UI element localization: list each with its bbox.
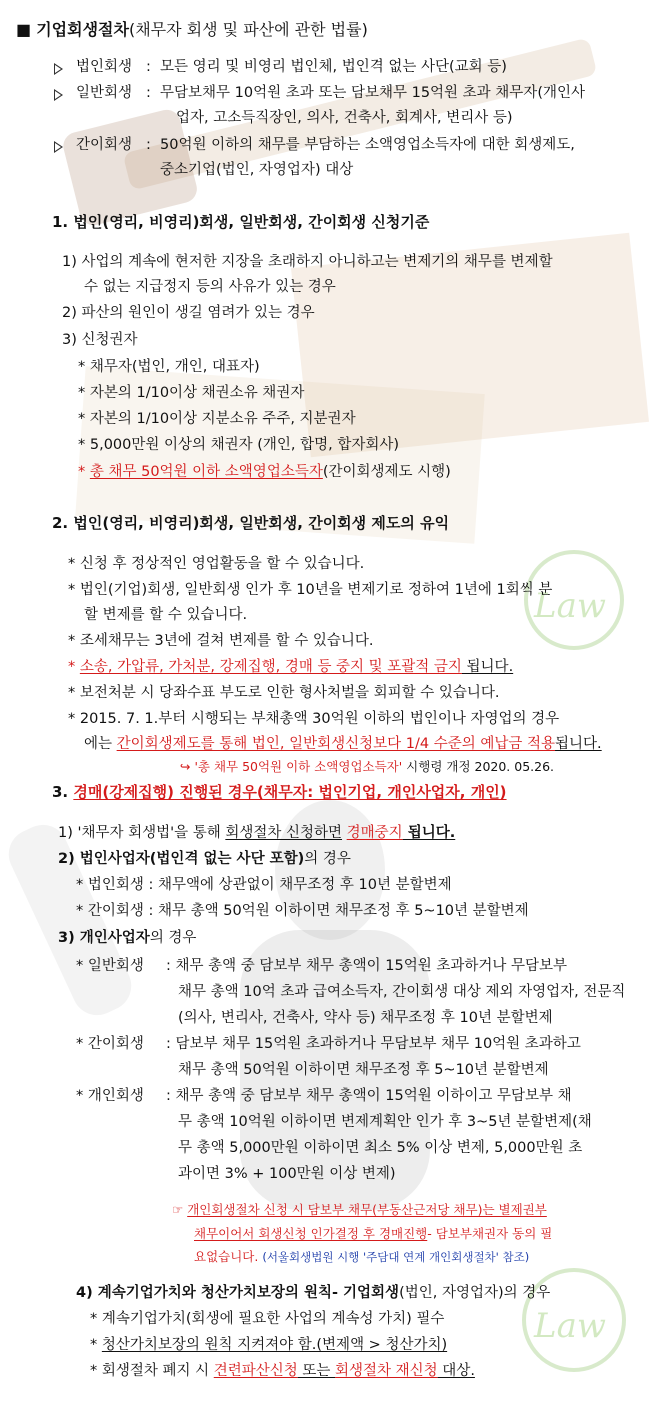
- bullet-item: [76, 956, 144, 976]
- document-title: [16, 20, 368, 40]
- bullet-text-cont: 할 변제를 할 수 있습니다.: [84, 607, 248, 623]
- asterisk-icon: *: [68, 633, 76, 649]
- triangle-bullet-icon: [54, 141, 63, 153]
- asterisk-icon: *: [78, 385, 86, 401]
- section-heading: [52, 782, 507, 802]
- asterisk-icon: *: [68, 685, 76, 701]
- asterisk-icon: *: [78, 437, 86, 453]
- bullet-text-cont: 무 총액 10억원 이하이면 변제계획안 인가 후 3~5년 분할변제(채: [178, 1114, 592, 1130]
- reference-text: (서울회생법원 시행 '주담대 연계 개인회생절차' 참조): [262, 1250, 530, 1264]
- bullet-item: [76, 875, 452, 895]
- list-item: 2) 파산의 원인이 생길 염려가 있는 경우: [62, 305, 315, 321]
- asterisk-icon: *: [78, 359, 86, 375]
- highlight-text: 간이회생제도를 통해 법인, 일반회생신청보다 1/4 수준의 예납금 적용: [116, 736, 556, 752]
- bullet-item: [68, 657, 513, 677]
- list-item-cont: 수 없는 지급정지 등의 사유가 있는 경우: [84, 279, 336, 295]
- heading-bold: 4) 계속기업가치와 청산가치보장의 원칙- 기업회생: [76, 1285, 400, 1301]
- heading-rest: (법인, 자영업자)의 경우: [399, 1285, 551, 1301]
- highlight-text: 견련파산신청: [213, 1363, 298, 1379]
- amendment-note: [180, 757, 554, 777]
- item-text: 의 경우: [304, 851, 351, 867]
- bullet-text-cont: 과이면 3% + 100만원 이상 변제): [178, 1166, 396, 1182]
- bullet-text: 회생절차 폐지 시: [101, 1363, 214, 1379]
- highlight-text: 채무이어서 회생신청 인가결정 후 경매진행: [194, 1226, 428, 1241]
- bullet-text: 청산가치보장의 원칙 지켜져야 함.(변제액 > 청산가치): [101, 1337, 448, 1353]
- title-bold: 기업회생절차: [36, 20, 129, 39]
- bullet-text: 에는: [84, 736, 117, 752]
- asterisk-icon: *: [68, 659, 76, 675]
- highlight-text: '총 채무 50억원 이하 소액영업소득자': [194, 759, 403, 774]
- highlight-text: 총 채무 50억원 이하 소액영업소득자: [89, 464, 323, 480]
- note-text: 요없습니다.: [194, 1249, 263, 1264]
- bullet-item: [78, 357, 260, 377]
- asterisk-icon: *: [76, 903, 84, 919]
- bullet-text: 간이회생 : 채무 총액 50억원 이하이면 채무조정 후 5~10년 분할변제: [87, 903, 529, 919]
- bullet-text-cont: 채무 총액 10억 초과 급여소득자, 간이회생 대상 제외 자영업자, 전문직: [178, 984, 626, 1000]
- def-text: 50억원 이하의 채무를 부담하는 소액영업소득자에 대한 회생제도,: [160, 137, 575, 153]
- bullet-text: : 담보부 채무 15억원 초과하거나 무담보부 채무 10억원 초과하고: [166, 1036, 581, 1052]
- def-text: 중소기업(법인, 자영업자) 대상: [160, 162, 354, 178]
- bullet-item: [78, 435, 399, 455]
- title-rest: (채무자 회생 및 파산에 관한 법률): [128, 20, 368, 39]
- section-heading: [76, 1283, 550, 1303]
- list-item: [58, 823, 455, 843]
- bullet-item: [76, 1034, 144, 1054]
- bullet-text-cont: 무 총액 5,000만원 이하이면 최소 5% 이상 변제, 5,000만원 초: [178, 1140, 583, 1156]
- asterisk-icon: *: [78, 411, 86, 427]
- def-text: 업자, 고소득직장인, 의사, 건축사, 회계사, 변리사 등): [176, 110, 513, 126]
- bullet-text: 됩니다.: [555, 736, 602, 752]
- bullet-item: [78, 409, 356, 429]
- highlight-text: 회생절차 재신청: [335, 1363, 438, 1379]
- asterisk-icon: *: [90, 1337, 98, 1353]
- bullet-text: : 채무 총액 중 담보부 채무 총액이 15억원 이하이고 무담보부 채: [166, 1088, 572, 1104]
- highlight-text: 경매(강제집행) 진행된 경우(채무자: 법인기업, 개인사업자, 개인): [73, 783, 507, 801]
- highlight-text: 소송, 가압류, 가처분, 강제집행, 경매 등 중지 및 포괄적 금지: [79, 659, 462, 675]
- item-text: 됩니다.: [402, 825, 456, 841]
- bullet-item: [68, 554, 364, 574]
- bullet-text-cont: (의사, 변리사, 건축사, 약사 등) 채무조정 후 10년 분할변제: [178, 1010, 553, 1026]
- bullet-text: 또는: [297, 1363, 336, 1379]
- def-name: 법인회생: [76, 59, 133, 75]
- asterisk-icon: *: [90, 1363, 98, 1379]
- asterisk-icon: *: [76, 958, 84, 974]
- item-text: 의 경우: [149, 930, 197, 946]
- asterisk-icon: *: [76, 1088, 84, 1104]
- law-watermark: Law: [534, 1306, 606, 1346]
- def-sep: :: [146, 137, 151, 153]
- note-line: [172, 1200, 547, 1220]
- def-text: 모든 영리 및 비영리 법인체, 법인격 없는 사단(교회 등): [160, 59, 507, 75]
- bullet-item: [78, 383, 304, 403]
- triangle-bullet-icon: [54, 89, 63, 101]
- bullet-text: 법인(기업)회생, 일반회생 인가 후 10년을 변제기로 정하여 1년에 1회씩 분: [79, 582, 553, 598]
- note-line: [194, 1224, 552, 1244]
- bullet-item: [78, 462, 451, 482]
- bullet-text-cont: [84, 734, 602, 754]
- bullet-text: (간이회생제도 시행): [322, 464, 451, 480]
- def-name: 간이회생: [76, 137, 133, 153]
- section-heading: 2. 법인(영리, 비영리)회생, 일반회생, 간이회생 제도의 유익: [52, 514, 450, 532]
- highlight-text: 경매중지: [346, 825, 403, 841]
- list-item: 3) 신청권자: [62, 332, 138, 348]
- bullet-text: 채무자(법인, 개인, 대표자): [89, 359, 260, 375]
- note-text: - 담보부채권자 동의 필: [427, 1226, 553, 1241]
- bullet-item: [68, 580, 552, 600]
- asterisk-icon: *: [78, 464, 86, 480]
- bullet-text: 조세채무는 3년에 걸쳐 변제를 할 수 있습니다.: [79, 633, 374, 649]
- bullet-item: [76, 901, 529, 921]
- def-sep: :: [146, 85, 151, 101]
- note-line: [194, 1247, 529, 1267]
- bullet-item: [68, 683, 500, 703]
- highlight-text: 개인회생절차 신청 시 담보부 채무(부동산근저당 채무)는 별제권부: [187, 1202, 547, 1217]
- curved-arrow-icon: ↪: [180, 759, 191, 774]
- item-text-bold: 3) 개인사업자: [58, 930, 150, 946]
- bullet-text: 계속기업가치(회생에 필요한 사업의 계속성 가치) 필수: [101, 1311, 445, 1327]
- bullet-text: 보전처분 시 당좌수표 부도로 인한 형사처벌을 회피할 수 있습니다.: [79, 685, 500, 701]
- def-text: 무담보채무 10억원 초과 또는 담보채무 15억원 초과 채무자(개인사: [160, 85, 585, 101]
- item-text: 1) '채무자 회생법'을 통해: [58, 825, 226, 841]
- pointing-hand-icon: ☞: [172, 1202, 184, 1217]
- bullet-text: 2015. 7. 1.부터 시행되는 부채총액 30억원 이하의 법인이나 자영업의 경우: [79, 711, 560, 727]
- list-item: [58, 928, 196, 948]
- asterisk-icon: *: [90, 1311, 98, 1327]
- law-watermark: Law: [534, 586, 606, 626]
- list-item: [58, 849, 351, 869]
- bullet-label: 일반회생: [87, 958, 144, 974]
- asterisk-icon: *: [68, 556, 76, 572]
- bullet-text: 대상.: [437, 1363, 475, 1379]
- section-number: 3.: [52, 783, 74, 801]
- def-sep: :: [146, 59, 151, 75]
- bullet-text: 법인회생 : 채무액에 상관없이 채무조정 후 10년 분할변제: [87, 877, 452, 893]
- item-text-bold: 2) 법인사업자(법인격 없는 사단 포함): [58, 851, 305, 867]
- note-text: 시행령 개정 2020. 05.26.: [402, 759, 555, 774]
- def-name: 일반회생: [76, 85, 133, 101]
- bullet-item: [90, 1309, 444, 1329]
- underline-text: 회생절차 신청하면: [225, 825, 343, 841]
- asterisk-icon: *: [76, 1036, 84, 1052]
- bullet-text: 됩니다.: [461, 659, 514, 675]
- triangle-bullet-icon: [54, 63, 63, 75]
- asterisk-icon: *: [68, 582, 76, 598]
- bullet-label: 간이회생: [87, 1036, 144, 1052]
- bullet-text: 신청 후 정상적인 영업활동을 할 수 있습니다.: [79, 556, 365, 572]
- bullet-item: [90, 1361, 475, 1381]
- asterisk-icon: *: [76, 877, 84, 893]
- bullet-item: [90, 1335, 447, 1355]
- bullet-text: : 채무 총액 중 담보부 채무 총액이 15억원 초과하거나 무담보부: [166, 958, 567, 974]
- list-item: 1) 사업의 계속에 현저한 지장을 초래하지 아니하고는 변제기의 채무를 변제할: [62, 254, 553, 270]
- bullet-item: [68, 631, 373, 651]
- bullet-text: 5,000만원 이상의 채권자 (개인, 합명, 합자회사): [89, 437, 400, 453]
- asterisk-icon: *: [68, 711, 76, 727]
- square-bullet-icon: ■: [16, 20, 32, 39]
- bullet-item: [68, 709, 559, 729]
- section-heading: 1. 법인(영리, 비영리)회생, 일반회생, 간이회생 신청기준: [52, 213, 430, 231]
- bullet-label: 개인회생: [87, 1088, 144, 1104]
- bullet-item: [76, 1086, 144, 1106]
- bullet-text: 자본의 1/10이상 채권소유 채권자: [89, 385, 305, 401]
- bullet-text: 자본의 1/10이상 지분소유 주주, 지분권자: [89, 411, 356, 427]
- bullet-text-cont: 채무 총액 50억원 이하이면 채무조정 후 5~10년 분할변제: [178, 1062, 549, 1078]
